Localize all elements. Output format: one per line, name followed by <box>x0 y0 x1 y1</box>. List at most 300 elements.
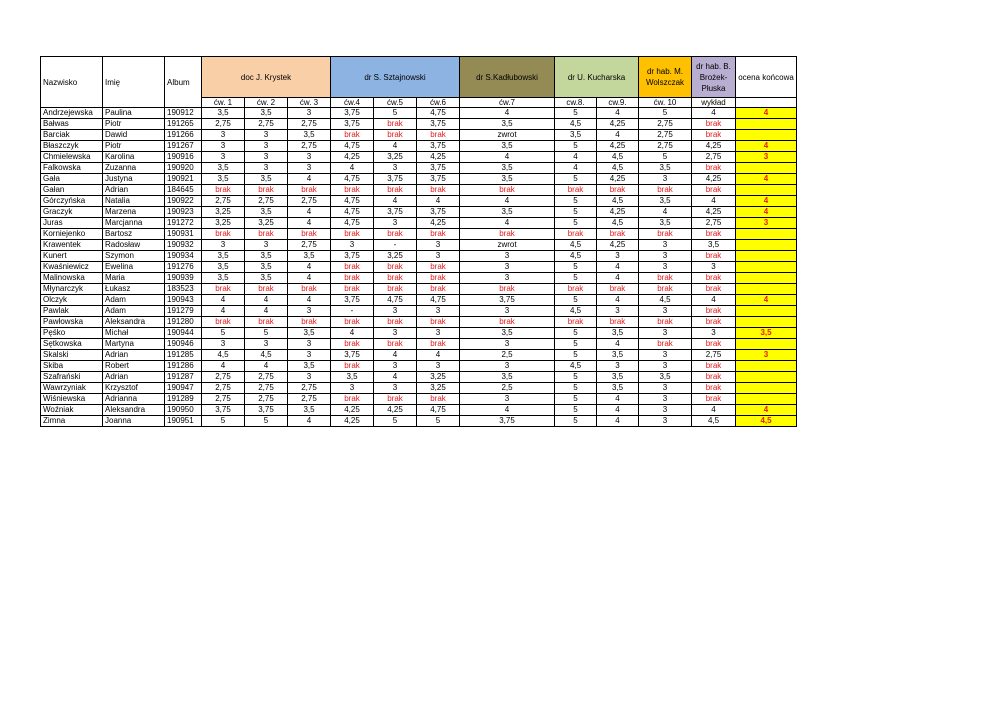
table-row <box>41 339 797 350</box>
table-row <box>41 240 797 251</box>
grade-cell: 4 <box>288 295 331 306</box>
grade-cell: 5 <box>555 350 597 361</box>
album-cell: 191280 <box>165 317 202 328</box>
surname-cell: Pawłowska <box>41 317 103 328</box>
grade-cell: 4 <box>374 196 417 207</box>
grade-cell: 3,75 <box>460 295 555 306</box>
grade-cell: brak <box>639 284 692 295</box>
grade-cell: 3 <box>202 339 245 350</box>
grade-cell: 4,75 <box>417 295 460 306</box>
grade-cell: 3 <box>639 394 692 405</box>
surname-cell: Górczyńska <box>41 196 103 207</box>
final-grade-cell <box>736 306 797 317</box>
grade-cell: 3,5 <box>597 383 639 394</box>
table-row <box>41 152 797 163</box>
grade-cell: brak <box>374 185 417 196</box>
table-row <box>41 196 797 207</box>
grade-cell: 4,25 <box>374 405 417 416</box>
grade-cell: brak <box>639 229 692 240</box>
grade-cell: 3,75 <box>417 207 460 218</box>
table-row <box>41 328 797 339</box>
grade-cell: 3,5 <box>202 273 245 284</box>
grade-cell: brak <box>331 394 374 405</box>
first-name-cell: Adrian <box>103 185 165 196</box>
grade-cell: brak <box>639 185 692 196</box>
grade-cell: 3 <box>245 240 288 251</box>
grade-cell: 3,5 <box>460 163 555 174</box>
grade-cell: brak <box>692 163 736 174</box>
grade-cell: 3,5 <box>331 372 374 383</box>
final-grade-cell <box>736 372 797 383</box>
grade-cell: 2,75 <box>639 119 692 130</box>
album-cell: 191265 <box>165 119 202 130</box>
grade-cell: brak <box>460 317 555 328</box>
grade-cell: 3,25 <box>245 218 288 229</box>
grade-cell: 3,25 <box>374 152 417 163</box>
surname-cell: Kwaśniewicz <box>41 262 103 273</box>
grade-cell: 3 <box>417 251 460 262</box>
grade-cell: 3 <box>202 152 245 163</box>
grade-cell: 3 <box>288 350 331 361</box>
grade-cell: 4 <box>245 361 288 372</box>
surname-cell: Kunert <box>41 251 103 262</box>
grade-cell: 4 <box>374 350 417 361</box>
surname-cell: Skalski <box>41 350 103 361</box>
grade-cell: 3 <box>245 152 288 163</box>
grade-cell: 3,5 <box>288 361 331 372</box>
grade-cell: 3 <box>460 394 555 405</box>
grade-cell: 3 <box>417 361 460 372</box>
grade-cell: 3,75 <box>417 174 460 185</box>
grade-cell: brak <box>417 317 460 328</box>
album-cell: 184645 <box>165 185 202 196</box>
surname-cell: Zimna <box>41 416 103 427</box>
grade-cell: 3 <box>245 339 288 350</box>
album-cell: 191286 <box>165 361 202 372</box>
table-row <box>41 372 797 383</box>
grade-cell: 5 <box>555 394 597 405</box>
first-name-cell: Aleksandra <box>103 317 165 328</box>
grade-cell: 4 <box>288 273 331 284</box>
grade-cell: 4,75 <box>417 405 460 416</box>
grade-cell: brak <box>555 284 597 295</box>
grade-cell: 3,25 <box>374 251 417 262</box>
album-cell: 191272 <box>165 218 202 229</box>
grade-cell: 4,25 <box>597 207 639 218</box>
header-album: Album <box>165 57 202 108</box>
grade-cell: 5 <box>202 416 245 427</box>
grade-cell: 2,75 <box>245 196 288 207</box>
grade-cell: 3 <box>639 328 692 339</box>
grade-cell: brak <box>245 317 288 328</box>
grade-cell: 3 <box>597 251 639 262</box>
final-grade-cell <box>736 273 797 284</box>
grade-cell: 4 <box>417 350 460 361</box>
grade-cell: 4,25 <box>331 405 374 416</box>
grade-cell: brak <box>417 339 460 350</box>
grade-cell: 3 <box>460 251 555 262</box>
grade-cell: 4,25 <box>597 141 639 152</box>
grade-cell: brak <box>331 273 374 284</box>
grade-cell: 3,5 <box>245 174 288 185</box>
grade-cell: 3 <box>202 130 245 141</box>
grade-cell: brak <box>374 130 417 141</box>
final-grade-cell: 4,5 <box>736 416 797 427</box>
album-cell: 190921 <box>165 174 202 185</box>
final-grade-cell <box>736 240 797 251</box>
grade-cell: 4,25 <box>417 218 460 229</box>
album-cell: 190951 <box>165 416 202 427</box>
grade-cell: brak <box>374 317 417 328</box>
grade-cell: 3,75 <box>417 163 460 174</box>
first-name-cell: Adrian <box>103 372 165 383</box>
grade-cell: 4,5 <box>555 306 597 317</box>
grade-cell: 5 <box>555 108 597 119</box>
final-grade-cell <box>736 163 797 174</box>
header-nazwisko: Nazwisko <box>41 57 103 108</box>
first-name-cell: Bartosz <box>103 229 165 240</box>
grade-cell: 5 <box>245 328 288 339</box>
grade-cell: 4 <box>597 262 639 273</box>
grade-cell: brak <box>417 185 460 196</box>
first-name-cell: Piotr <box>103 141 165 152</box>
grade-cell: 3 <box>417 328 460 339</box>
grade-cell: 4,5 <box>597 152 639 163</box>
grade-cell: 3,5 <box>692 240 736 251</box>
grade-cell: 4 <box>692 196 736 207</box>
grade-cell: brak <box>374 119 417 130</box>
grade-cell: 3 <box>245 163 288 174</box>
grade-cell: 3,5 <box>460 372 555 383</box>
grade-cell: 4 <box>288 207 331 218</box>
grade-cell: brak <box>245 284 288 295</box>
grade-cell: 3,5 <box>597 350 639 361</box>
grade-cell: 3 <box>374 361 417 372</box>
surname-cell: Juras <box>41 218 103 229</box>
grade-cell: 3 <box>331 383 374 394</box>
surname-cell: Wawrzyniak <box>41 383 103 394</box>
grade-cell: brak <box>639 273 692 284</box>
grade-cell: 3,75 <box>460 416 555 427</box>
final-grade-cell: 4 <box>736 196 797 207</box>
grade-cell: 3 <box>460 306 555 317</box>
grade-cell: 4 <box>331 163 374 174</box>
first-name-cell: Adam <box>103 295 165 306</box>
grade-cell: 2,5 <box>460 350 555 361</box>
grade-cell: zwrot <box>460 130 555 141</box>
surname-cell: Młynarczyk <box>41 284 103 295</box>
grade-cell: 3,5 <box>597 372 639 383</box>
grade-cell: 4,25 <box>692 207 736 218</box>
grade-cell: brak <box>692 284 736 295</box>
grade-cell: 5 <box>555 328 597 339</box>
album-cell: 190947 <box>165 383 202 394</box>
table-row <box>41 185 797 196</box>
album-cell: 191289 <box>165 394 202 405</box>
grade-cell: 3,5 <box>202 174 245 185</box>
grade-cell: 4,25 <box>331 152 374 163</box>
grade-cell: 2,75 <box>202 119 245 130</box>
grade-cell: 3,75 <box>331 350 374 361</box>
grade-cell: brak <box>202 185 245 196</box>
grade-cell: brak <box>597 284 639 295</box>
subheader-cell: ćw. 3 <box>288 98 331 108</box>
grade-cell: 3 <box>692 262 736 273</box>
grade-cell: brak <box>417 273 460 284</box>
subheader-cell: wykład <box>692 98 736 108</box>
header-ocena: ocena końcowa <box>736 57 797 98</box>
final-grade-cell <box>736 361 797 372</box>
table-row <box>41 251 797 262</box>
subheader-cell: ćw.7 <box>460 98 555 108</box>
grade-cell: 4 <box>245 306 288 317</box>
first-name-cell: Szymon <box>103 251 165 262</box>
surname-cell: Szafrański <box>41 372 103 383</box>
grade-cell: 3,5 <box>639 218 692 229</box>
grade-cell: 3 <box>639 405 692 416</box>
grade-cell: brak <box>692 185 736 196</box>
final-grade-cell: 4 <box>736 141 797 152</box>
grade-cell: brak <box>202 284 245 295</box>
grade-cell: 2,75 <box>288 196 331 207</box>
surname-cell: Błaszczyk <box>41 141 103 152</box>
header-wolszczak: dr hab. M. Wolszczak <box>639 57 692 98</box>
grade-cell: 4,25 <box>331 416 374 427</box>
grade-cell: brak <box>288 229 331 240</box>
grade-cell: 3 <box>597 361 639 372</box>
grade-cell: 5 <box>639 152 692 163</box>
grade-cell: 3,5 <box>202 163 245 174</box>
grade-cell: 3,5 <box>460 119 555 130</box>
grade-cell: 4,5 <box>639 295 692 306</box>
final-grade-cell <box>736 185 797 196</box>
subheader-cell: ćw. 2 <box>245 98 288 108</box>
final-grade-cell: 4 <box>736 295 797 306</box>
grade-cell: 3 <box>639 416 692 427</box>
grade-cell: 4 <box>692 295 736 306</box>
table-row <box>41 394 797 405</box>
grade-cell: brak <box>288 284 331 295</box>
grade-cell: 2,75 <box>245 372 288 383</box>
grade-cell: 2,75 <box>639 141 692 152</box>
grade-cell: 3,25 <box>417 372 460 383</box>
grade-cell: 2,75 <box>288 383 331 394</box>
grade-cell: brak <box>331 185 374 196</box>
table-row <box>41 295 797 306</box>
grade-cell: 4 <box>288 416 331 427</box>
table-row <box>41 218 797 229</box>
grade-cell: 5 <box>555 141 597 152</box>
grade-cell: brak <box>374 229 417 240</box>
grade-cell: zwrot <box>460 240 555 251</box>
grade-cell: 3,75 <box>331 108 374 119</box>
grade-cell: brak <box>597 185 639 196</box>
grade-cell: 2,75 <box>245 394 288 405</box>
grade-cell: 4,5 <box>597 163 639 174</box>
grade-cell: 3 <box>692 328 736 339</box>
grade-cell: 2,75 <box>288 394 331 405</box>
table-row <box>41 350 797 361</box>
first-name-cell: Marzena <box>103 207 165 218</box>
grade-cell: 5 <box>555 196 597 207</box>
album-cell: 190939 <box>165 273 202 284</box>
grade-cell: brak <box>245 185 288 196</box>
surname-cell: Olczyk <box>41 295 103 306</box>
grade-cell: brak <box>692 130 736 141</box>
grade-cell: 3 <box>417 240 460 251</box>
table-row <box>41 174 797 185</box>
final-grade-cell: 3,5 <box>736 328 797 339</box>
subheader-cell <box>736 98 797 108</box>
header-brozek: dr hab. B. Brożek-Płuska <box>692 57 736 98</box>
grade-cell: 5 <box>555 218 597 229</box>
surname-cell: Pęśko <box>41 328 103 339</box>
grade-cell: 2,75 <box>202 383 245 394</box>
first-name-cell: Karolina <box>103 152 165 163</box>
grade-cell: 3,5 <box>245 207 288 218</box>
grade-cell: 3 <box>202 240 245 251</box>
header-krystek: doc J. Krystek <box>202 57 331 98</box>
final-grade-cell: 4 <box>736 108 797 119</box>
grade-cell: brak <box>417 262 460 273</box>
grade-cell: 4 <box>597 394 639 405</box>
grade-cell: 4 <box>460 218 555 229</box>
grade-cell: 5 <box>555 339 597 350</box>
grade-cell: 3,5 <box>555 130 597 141</box>
grade-cell: - <box>374 240 417 251</box>
final-grade-cell <box>736 251 797 262</box>
table-row <box>41 361 797 372</box>
surname-cell: Falkowska <box>41 163 103 174</box>
first-name-cell: Piotr <box>103 119 165 130</box>
final-grade-cell <box>736 229 797 240</box>
table-row <box>41 383 797 394</box>
grade-cell: 4 <box>202 295 245 306</box>
grade-cell: 4,75 <box>374 295 417 306</box>
grade-cell: 3,75 <box>331 251 374 262</box>
grade-cell: brak <box>288 317 331 328</box>
first-name-cell: Łukasz <box>103 284 165 295</box>
first-name-cell: Michał <box>103 328 165 339</box>
grade-cell: 4,5 <box>597 218 639 229</box>
album-cell: 191276 <box>165 262 202 273</box>
grade-cell: 3 <box>374 218 417 229</box>
grade-cell: brak <box>417 284 460 295</box>
final-grade-cell <box>736 284 797 295</box>
grade-cell: 3 <box>288 152 331 163</box>
grade-cell: 2,75 <box>245 383 288 394</box>
table-row <box>41 108 797 119</box>
surname-cell: Korniejenko <box>41 229 103 240</box>
grade-cell: 4 <box>460 196 555 207</box>
first-name-cell: Marcjanna <box>103 218 165 229</box>
first-name-cell: Adrian <box>103 350 165 361</box>
grade-cell: 3,5 <box>288 130 331 141</box>
surname-cell: Sętkowska <box>41 339 103 350</box>
surname-cell: Bałwas <box>41 119 103 130</box>
grade-cell: 4 <box>597 108 639 119</box>
grade-cell: 4,25 <box>597 240 639 251</box>
grade-cell: 4,5 <box>555 119 597 130</box>
grade-cell: 4 <box>639 207 692 218</box>
grade-cell: 4,25 <box>417 152 460 163</box>
grade-cell: 4,5 <box>555 251 597 262</box>
grade-cell: brak <box>692 273 736 284</box>
grade-cell: brak <box>331 130 374 141</box>
grade-cell: 4,25 <box>597 174 639 185</box>
grade-cell: 3,25 <box>417 383 460 394</box>
first-name-cell: Ewelina <box>103 262 165 273</box>
grade-cell: 4 <box>460 108 555 119</box>
grade-cell: 3 <box>639 361 692 372</box>
first-name-cell: Martyna <box>103 339 165 350</box>
grade-cell: brak <box>597 229 639 240</box>
grade-cell: 3,5 <box>460 207 555 218</box>
album-cell: 190931 <box>165 229 202 240</box>
grade-cell: 2,75 <box>692 152 736 163</box>
grade-cell: 4 <box>597 405 639 416</box>
grade-cell: 3,5 <box>460 174 555 185</box>
table-row <box>41 119 797 130</box>
grade-cell: 2,75 <box>202 196 245 207</box>
grade-cell: 3 <box>460 339 555 350</box>
grade-cell: 3,5 <box>288 405 331 416</box>
surname-cell: Gałan <box>41 185 103 196</box>
grade-cell: brak <box>692 372 736 383</box>
grade-cell: 3,25 <box>202 218 245 229</box>
table-row <box>41 141 797 152</box>
surname-cell: Andrzejewska <box>41 108 103 119</box>
grade-cell: 4 <box>555 163 597 174</box>
final-grade-cell: 3 <box>736 218 797 229</box>
header-row <box>41 57 797 98</box>
grade-cell: 3,75 <box>331 119 374 130</box>
album-cell: 190916 <box>165 152 202 163</box>
grade-cell: brak <box>417 130 460 141</box>
grade-cell: 5 <box>555 416 597 427</box>
grade-cell: - <box>331 306 374 317</box>
grade-cell: 3,5 <box>639 196 692 207</box>
final-grade-cell <box>736 317 797 328</box>
grade-cell: 3,5 <box>202 108 245 119</box>
table-row <box>41 284 797 295</box>
final-grade-cell <box>736 394 797 405</box>
table-row <box>41 317 797 328</box>
final-grade-cell: 3 <box>736 152 797 163</box>
grade-cell: 2,75 <box>639 130 692 141</box>
grade-cell: 3 <box>639 350 692 361</box>
grade-cell: 4 <box>555 152 597 163</box>
grade-cell: 3,5 <box>288 328 331 339</box>
grade-cell: brak <box>692 306 736 317</box>
first-name-cell: Maria <box>103 273 165 284</box>
grade-cell: 3 <box>374 163 417 174</box>
album-cell: 190932 <box>165 240 202 251</box>
grade-cell: 4 <box>417 196 460 207</box>
grade-cell: brak <box>374 273 417 284</box>
final-grade-cell <box>736 339 797 350</box>
grade-cell: 3 <box>639 174 692 185</box>
grade-cell: 3 <box>331 240 374 251</box>
grade-cell: 3,75 <box>202 405 245 416</box>
grade-cell: 4,75 <box>331 141 374 152</box>
grade-cell: 4 <box>374 372 417 383</box>
grade-cell: 4 <box>597 339 639 350</box>
album-cell: 190946 <box>165 339 202 350</box>
grade-cell: 2,75 <box>245 119 288 130</box>
table-row <box>41 262 797 273</box>
grade-cell: brak <box>374 339 417 350</box>
